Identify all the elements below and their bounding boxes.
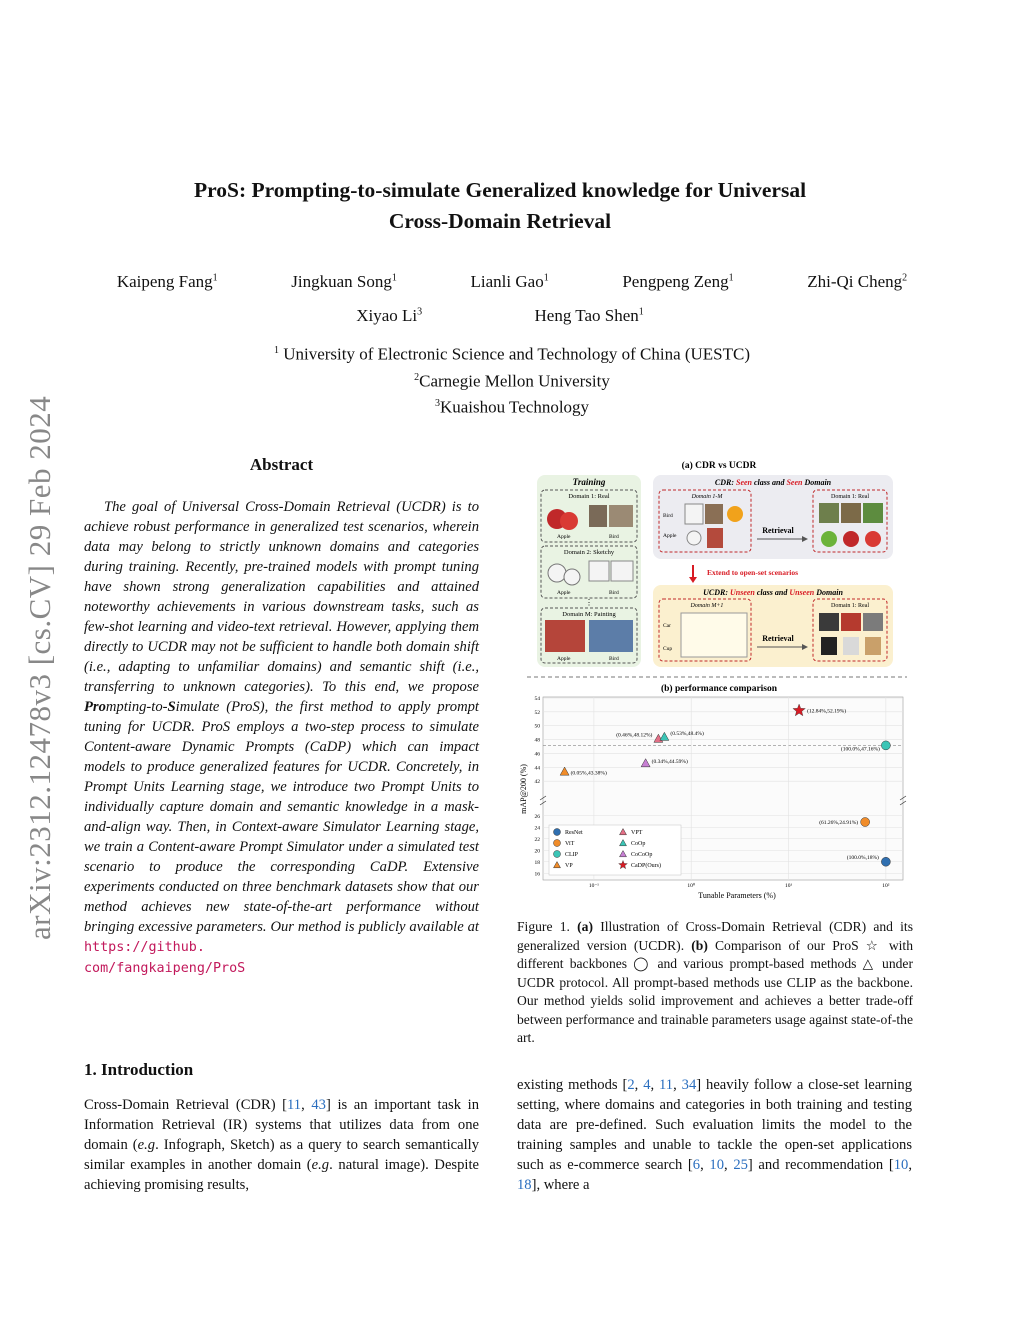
star-icon: ☆ bbox=[865, 937, 882, 953]
data-label: (0.46%,48.12%) bbox=[616, 732, 653, 739]
y-tick-label: 50 bbox=[534, 723, 540, 730]
author: Jingkuan Song$^1$ bbox=[291, 272, 397, 291]
extend-label: Extend to open-set scenarios bbox=[707, 568, 799, 577]
circle-icon: ◯ bbox=[633, 956, 652, 971]
legend-label: CLIP bbox=[565, 852, 579, 858]
y-tick-label: 22 bbox=[534, 836, 540, 843]
legend-label: CoCoOp bbox=[631, 852, 653, 858]
apple-sketch bbox=[564, 569, 580, 585]
domain-label: Domain 1: Real bbox=[831, 494, 869, 500]
fig-a-title: (a) CDR vs UCDR bbox=[681, 461, 757, 471]
y-tick-label: 20 bbox=[534, 848, 540, 855]
legend-marker bbox=[554, 840, 561, 847]
y-tick-label: 46 bbox=[534, 751, 540, 758]
author: Pengpeng Zeng$^1$ bbox=[622, 272, 734, 291]
x-tick-label: 10⁰ bbox=[687, 883, 696, 889]
affiliation: $^2$Carnegie Mellon University bbox=[414, 371, 610, 391]
data-label: (0.05%,43.38%) bbox=[570, 770, 607, 777]
citation-link[interactable]: 6 bbox=[692, 1157, 701, 1173]
y-tick-label: 44 bbox=[534, 765, 540, 772]
domain-label: Domain 1: Real bbox=[831, 603, 869, 609]
citation-link[interactable]: 11 bbox=[659, 1077, 674, 1093]
ucdr-heading: UCDR: Unseen class and Unseen Domain bbox=[703, 588, 843, 597]
bird-sketch bbox=[611, 561, 633, 581]
github-link[interactable]: https://github. com/fangkaipeng/ProS bbox=[84, 940, 246, 976]
data-point-resnet bbox=[881, 857, 890, 866]
bird-image bbox=[609, 505, 633, 527]
domain-label: Domain M: Painting bbox=[562, 611, 616, 618]
retrieval-label: Retrieval bbox=[762, 526, 794, 535]
title-line-1: ProS: Prompting-to-simulate Generalized knowledge for Universal bbox=[193, 178, 807, 202]
legend-label: CoOp bbox=[631, 841, 646, 847]
y-tick-label: 18 bbox=[534, 859, 540, 866]
legend-label: VP bbox=[565, 863, 573, 869]
bird-result-image bbox=[863, 503, 883, 523]
apple-painting bbox=[545, 620, 585, 652]
apple-result-image bbox=[865, 531, 881, 547]
citation-link[interactable]: 2 bbox=[627, 1077, 635, 1093]
class-label: Apple bbox=[663, 533, 677, 539]
fig-b-title: (b) performance comparison bbox=[660, 684, 778, 694]
authors-row-1 bbox=[80, 272, 944, 292]
y-tick-label: 26 bbox=[534, 813, 540, 820]
class-label: Bird bbox=[609, 590, 619, 596]
data-point-vit bbox=[861, 818, 870, 827]
affiliation: $^3$Kuaishou Technology bbox=[434, 397, 590, 417]
legend-label: ResNet bbox=[565, 830, 583, 836]
x-tick-label: 10¹ bbox=[784, 883, 793, 889]
citation-link[interactable]: 10 bbox=[893, 1157, 909, 1173]
arrow-head bbox=[689, 577, 697, 583]
performance-chart bbox=[519, 696, 906, 900]
bird-query-image bbox=[705, 504, 723, 524]
citation-link[interactable]: 11 bbox=[287, 1097, 302, 1113]
car-result-image bbox=[841, 613, 861, 631]
author: Heng Tao Shen$^1$ bbox=[534, 306, 644, 325]
author: Lianli Gao$^1$ bbox=[470, 272, 549, 291]
domain-label: Domain M+1 bbox=[690, 603, 724, 609]
bird-sketch bbox=[589, 561, 609, 581]
abstract-heading: Abstract bbox=[249, 455, 314, 474]
author: Xiyao Li$^3$ bbox=[356, 306, 423, 325]
affiliations bbox=[100, 339, 924, 419]
y-tick-label: 54 bbox=[534, 696, 540, 702]
y-axis-label: mAP@200 (%) bbox=[519, 764, 528, 814]
data-point-clip bbox=[881, 741, 890, 750]
x-tick-label: 10² bbox=[882, 883, 890, 889]
class-label: Apple bbox=[557, 590, 571, 596]
cup-result-image bbox=[821, 637, 837, 655]
figure-caption: Figure 1. (a) Illustration of Cross-Domain Retrieval (CDR) and its generalized version (UCDR). (b) Comparison of our ProS ☆ with different backbones ◯ and various prompt-based methods △ under UCDR protocol. All prompt-based methods use CLIP as the backbone. Our method yields solid improvement and achieves a better trade-off between performance and trainable parameters usage against state-of-the art. bbox=[517, 919, 914, 1045]
legend-marker bbox=[554, 829, 561, 836]
citation-link[interactable]: 18 bbox=[517, 1177, 532, 1193]
apple-query-image bbox=[687, 531, 701, 545]
affiliation: $^1$ University of Electronic Science and Technology of China (UESTC) bbox=[273, 344, 751, 364]
citation-link[interactable]: 43 bbox=[311, 1097, 326, 1113]
data-label: (61.26%,24.91%) bbox=[819, 820, 859, 827]
cdr-heading: CDR: Seen class and Seen Domain bbox=[714, 478, 832, 487]
legend-marker bbox=[554, 851, 561, 858]
legend-label: VPT bbox=[631, 830, 643, 836]
car-result-image bbox=[863, 613, 883, 631]
class-label: Apple bbox=[557, 656, 571, 662]
data-label: (100.0%,18%) bbox=[846, 854, 879, 861]
x-tick-label: 10⁻¹ bbox=[588, 883, 599, 889]
triangle-icon: △ bbox=[862, 956, 876, 971]
query-sketches bbox=[681, 613, 747, 657]
domain-label: Domain 2: Sketchy bbox=[563, 549, 615, 556]
apple-result-image bbox=[843, 531, 859, 547]
author: Zhi-Qi Cheng$^2$ bbox=[807, 272, 908, 291]
car-result-image bbox=[819, 613, 839, 631]
y-tick-label: 24 bbox=[534, 825, 540, 832]
figure-1 bbox=[517, 455, 913, 910]
class-label: Cup bbox=[663, 646, 673, 652]
domain-label: Domain 1-M bbox=[691, 494, 723, 500]
class-label: Bird bbox=[609, 656, 619, 662]
y-tick-label: 52 bbox=[534, 709, 540, 716]
apple-image bbox=[560, 512, 578, 530]
ellipsis: ⋮ bbox=[585, 598, 593, 607]
data-label: (100.0%,47.16%) bbox=[840, 746, 880, 753]
data-label: (0.53%,48.4%) bbox=[670, 730, 704, 737]
y-tick-label: 42 bbox=[534, 779, 540, 786]
y-tick-label: 16 bbox=[534, 871, 540, 878]
arxiv-side-label: arXiv:2312.12478v3 [cs.CV] 29 Feb 2024 bbox=[22, 395, 57, 940]
cup-result-image bbox=[865, 637, 881, 655]
retrieval-label: Retrieval bbox=[762, 634, 794, 643]
bird-image bbox=[589, 505, 607, 527]
bird-query-image bbox=[685, 504, 703, 524]
bird-result-image bbox=[841, 503, 861, 523]
bird-painting bbox=[589, 620, 633, 652]
apple-sketch bbox=[548, 564, 566, 582]
apple-result-image bbox=[821, 531, 837, 547]
legend-label: CaDP(Ours) bbox=[631, 863, 661, 869]
x-axis-label: Tunable Parameters (%) bbox=[698, 891, 776, 900]
intro-paragraph-right: existing methods [2, 4, 11, 34] heavily follow a close-set learning setting, where domains and categories in both training and testing data are pre-defined. Such evaluation limits the model to the training samples and unable to tackle the open-set applications such as e-commerce search [6, 10, 25] and recommendation [10, 18], where a bbox=[517, 1077, 913, 1193]
citation-link[interactable]: 10 bbox=[709, 1157, 724, 1173]
citation-link[interactable]: 4 bbox=[643, 1077, 651, 1093]
legend-label: ViT bbox=[565, 841, 575, 847]
bird-result-image bbox=[819, 503, 839, 523]
apple-query-image bbox=[707, 528, 723, 548]
intro-heading: 1. Introduction bbox=[84, 1060, 194, 1079]
citation-link[interactable]: 25 bbox=[733, 1157, 748, 1173]
intro-paragraph-left: Cross-Domain Retrieval (CDR) [11, 43] is an important task in Information Retrieval (IR) systems that utilizes data from one domain (e.g. Infograph, Sketch) as a query to search semantically similar examples in another domain (e.g. natural image). Despite achieving promising results, bbox=[84, 1097, 479, 1193]
domain-label: Domain 1: Real bbox=[568, 493, 610, 500]
author: Kaipeng Fang$^1$ bbox=[116, 272, 218, 291]
paper-title bbox=[120, 175, 880, 237]
class-label: Bird bbox=[663, 513, 673, 519]
class-label: Apple bbox=[557, 534, 571, 540]
class-label: Car bbox=[663, 623, 671, 629]
class-label: Bird bbox=[609, 534, 619, 540]
apple-query-image bbox=[727, 506, 743, 522]
authors-row-2 bbox=[300, 306, 700, 326]
data-label: (12.84%,52.19%) bbox=[807, 708, 847, 715]
citation-link[interactable]: 34 bbox=[681, 1077, 697, 1093]
training-label: Training bbox=[572, 477, 606, 487]
title-line-2: Cross-Domain Retrieval bbox=[388, 209, 612, 233]
y-tick-label: 48 bbox=[534, 737, 540, 744]
data-label: (0.34%,44.59%) bbox=[651, 759, 688, 766]
cup-result-image bbox=[843, 637, 859, 655]
abstract-body: The goal of Universal Cross-Domain Retrieval (UCDR) is to achieve robust performance in generalized test scenarios, wherein data may belong to strictly unknown domains and categories during training. Recently, pre-trained models with prompt tuning have shown strong generalization capabilities and attained noteworthy achievements in various downstream tasks, such as few-shot learning and video-text retrieval. However, applying them directly to UCDR may not be sufficient to handle both domain shift (i.e., adapting to unfamiliar domains) and semantic shift (i.e., transferring to unknown categories). To this end, we propose Prompting-to-Simulate (ProS), the first method to apply prompt tuning for UCDR. ProS employs a two-step process to simulate Content-aware Dynamic Prompts (CaDP) which can impact models to produce generalized features for UCDR. Concretely, in Prompt Units Learning stage, we introduce two Prompt Units to individually capture domain and semantic knowledge in a mask-and-align way. Then, in Context-aware Simulator Learning stage, we train a Content-aware Prompt Simulator under a simulated test scenario to produce the corresponding CaDP. Extensive experiments conducted on three benchmark datasets show that our method achieves new state-of-the-art performance without bringing excessive parameters. Our method is publicly available at https://github. com/fangkaipeng/ProS bbox=[84, 499, 479, 976]
